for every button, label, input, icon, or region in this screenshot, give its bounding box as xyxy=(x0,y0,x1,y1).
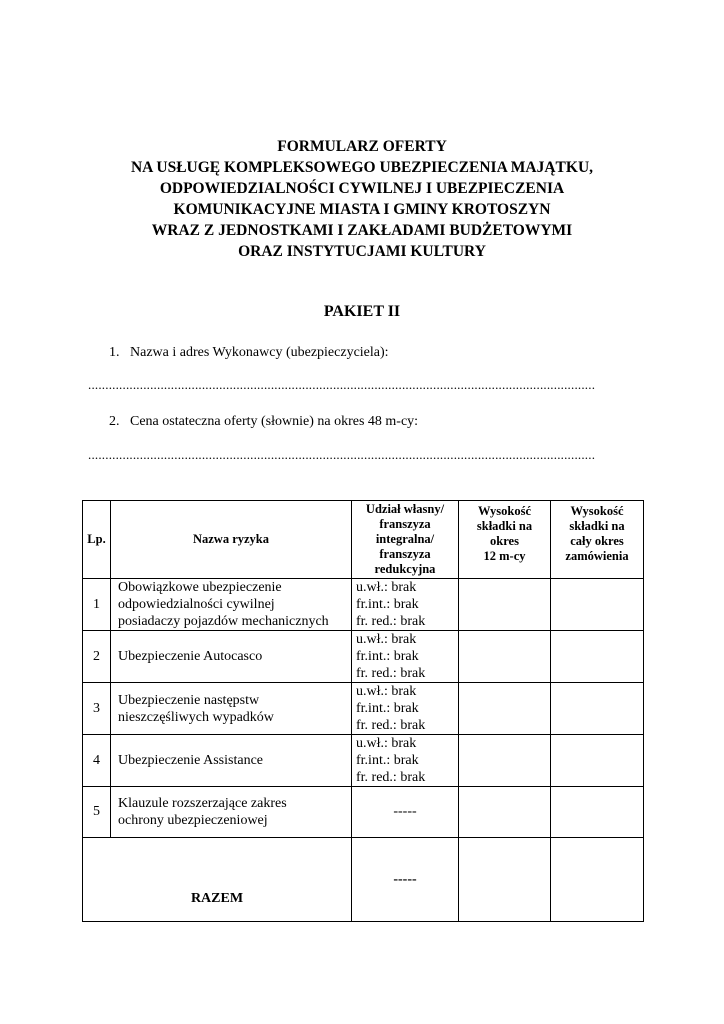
row-franchise xyxy=(352,579,459,631)
header-line: zamówienia xyxy=(565,549,629,563)
risk-line: Obowiązkowe ubezpieczenie xyxy=(118,580,282,595)
contractor-field-label xyxy=(109,345,389,361)
row-lp: 1 xyxy=(83,579,111,631)
table-row xyxy=(83,787,644,838)
franchise-line: fr.int.: brak xyxy=(356,597,419,612)
header-line: składki na xyxy=(476,519,533,533)
row-premium-12-cell[interactable] xyxy=(459,787,551,838)
header-line: składki na xyxy=(569,519,625,533)
franchise-line: u.wł.: brak xyxy=(356,684,417,699)
total-label: RAZEM xyxy=(83,838,352,922)
row-premium-total-cell[interactable] xyxy=(551,683,644,735)
header-line: redukcyjna xyxy=(374,562,436,576)
row-risk-name xyxy=(111,579,352,631)
franchise-line: fr. red.: brak xyxy=(356,718,426,733)
title-line: WRAZ Z JEDNOSTKAMI I ZAKŁADAMI BUDŻETOWYMI xyxy=(151,222,573,239)
franchise-line: fr.int.: brak xyxy=(356,649,419,664)
franchise-line: fr.int.: brak xyxy=(356,753,419,768)
table-row xyxy=(83,631,644,683)
price-field-label xyxy=(109,414,418,430)
header-line: Wysokość xyxy=(477,504,531,518)
row-premium-total-cell[interactable] xyxy=(551,631,644,683)
risk-line: Ubezpieczenie Assistance xyxy=(118,753,263,768)
total-premium-12-cell[interactable] xyxy=(459,838,551,922)
header-line: Wysokość xyxy=(570,504,624,518)
row-lp: 4 xyxy=(83,735,111,787)
row-risk-name xyxy=(111,683,352,735)
header-premium-total xyxy=(551,501,644,579)
row-premium-total-cell[interactable] xyxy=(551,735,644,787)
row-franchise xyxy=(352,631,459,683)
row-franchise xyxy=(352,683,459,735)
price-field-input[interactable]: ................................................................................................................................................... xyxy=(88,448,596,462)
row-premium-total-cell[interactable] xyxy=(551,787,644,838)
table-row xyxy=(83,683,644,735)
row-premium-total-cell[interactable] xyxy=(551,579,644,631)
header-line: okres xyxy=(490,534,519,548)
row-premium-12-cell[interactable] xyxy=(459,579,551,631)
field-number: 1. xyxy=(109,345,120,360)
row-lp: 2 xyxy=(83,631,111,683)
field-number: 2. xyxy=(109,414,120,429)
header-line: 12 m-cy xyxy=(483,549,526,563)
table-row xyxy=(83,735,644,787)
franchise-line: u.wł.: brak xyxy=(356,632,417,647)
row-risk-name xyxy=(111,735,352,787)
row-lp: 3 xyxy=(83,683,111,735)
title-line: KOMUNIKACYJNE MIASTA I GMINY KROTOSZYN xyxy=(173,201,551,218)
header-franchise xyxy=(352,501,459,579)
contractor-field-input[interactable]: ................................................................................................................................................... xyxy=(88,378,596,392)
header-premium-12 xyxy=(459,501,551,579)
offer-table xyxy=(82,500,644,922)
risk-line: nieszczęśliwych wypadków xyxy=(118,709,274,725)
risk-line: ochrony ubezpieczeniowej xyxy=(118,813,268,828)
risk-line: posiadaczy pojazdów mechanicznych xyxy=(118,614,329,629)
risk-line: odpowiedzialności cywilnej xyxy=(118,597,275,612)
franchise-line: fr. red.: brak xyxy=(356,770,426,785)
header-line: integralna/ xyxy=(375,532,435,546)
total-premium-total-cell[interactable] xyxy=(551,838,644,922)
title-line: ODPOWIEDZIALNOŚCI CYWILNEJ I UBEZPIECZENIA xyxy=(159,180,565,197)
header-risk-name: Nazwa ryzyka xyxy=(111,501,352,579)
title-line: FORMULARZ OFERTY xyxy=(277,138,447,155)
header-lp: Lp. xyxy=(83,501,111,579)
field-label: Nazwa i adres Wykonawcy (ubezpieczyciela): xyxy=(130,345,389,360)
total-franchise: ----- xyxy=(352,838,459,922)
franchise-line: fr. red.: brak xyxy=(356,666,426,681)
risk-line: Ubezpieczenie następstw xyxy=(118,692,260,708)
table-row xyxy=(83,579,644,631)
risk-line: Klauzule rozszerzające zakres xyxy=(118,796,287,811)
title-line: NA USŁUGĘ KOMPLEKSOWEGO UBEZPIECZENIA MAJĄTKU, xyxy=(130,159,594,176)
title-line: ORAZ INSTYTUCJAMI KULTURY xyxy=(238,243,486,260)
franchise-line: fr. red.: brak xyxy=(356,614,426,629)
franchise-line: u.wł.: brak xyxy=(356,580,417,595)
header-line: franszyza xyxy=(379,547,431,561)
row-franchise xyxy=(352,735,459,787)
total-row xyxy=(83,838,644,922)
row-premium-12-cell[interactable] xyxy=(459,631,551,683)
row-risk-name xyxy=(111,787,352,838)
row-franchise: ----- xyxy=(352,787,459,838)
table-header-row xyxy=(83,501,644,579)
row-premium-12-cell[interactable] xyxy=(459,735,551,787)
franchise-line: fr.int.: brak xyxy=(356,701,419,716)
row-premium-12-cell[interactable] xyxy=(459,683,551,735)
risk-line: Ubezpieczenie Autocasco xyxy=(118,649,263,664)
row-lp: 5 xyxy=(83,787,111,838)
field-label: Cena ostateczna oferty (słownie) na okres 48 m-cy: xyxy=(130,414,419,429)
header-line: franszyza xyxy=(379,517,431,531)
franchise-line: u.wł.: brak xyxy=(356,736,417,751)
row-risk-name xyxy=(111,631,352,683)
document-title xyxy=(60,136,664,262)
header-line: cały okres xyxy=(570,534,624,548)
package-heading: PAKIET II xyxy=(323,303,401,320)
header-line: Udział własny/ xyxy=(365,502,445,516)
